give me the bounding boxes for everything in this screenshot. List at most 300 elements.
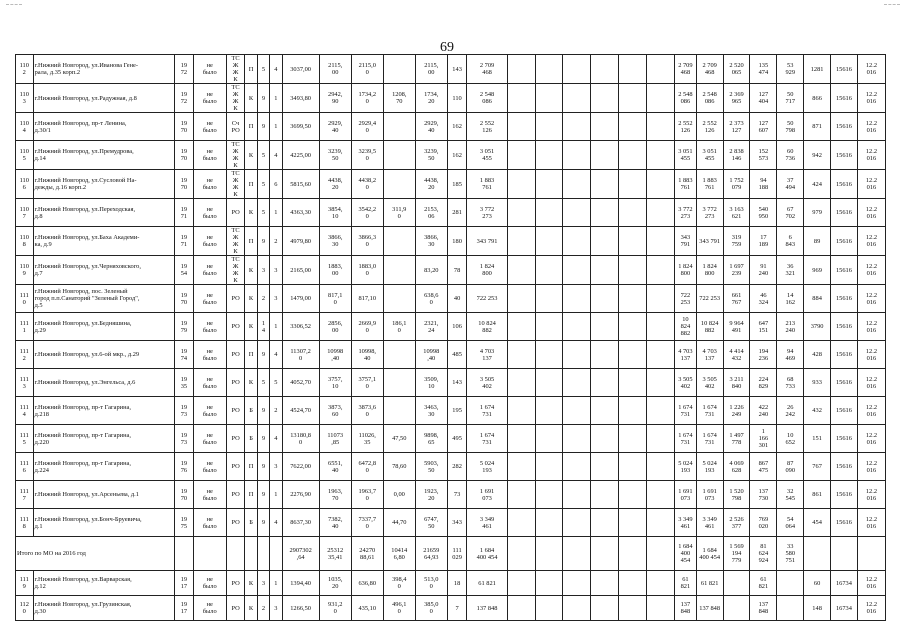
empty-cell [563,84,591,113]
cell-t: К [245,141,257,170]
total-label: Итого по МО на 2016 год [16,537,175,571]
cell-e1: 871 [804,113,831,141]
cell-e1: 148 [804,596,831,621]
cell-e1: 767 [804,453,831,481]
housing-table [15,54,886,621]
cell-a3: 817,10 [351,285,383,313]
cell-c2: 2 709 468 [467,55,507,84]
cell-e: 1 [270,199,282,227]
cell-y: 19 71 [175,227,194,256]
cell-d2: 1 691 073 [696,481,723,509]
cell-c1: 185 [447,170,467,199]
cell-y: 19 17 [175,596,194,621]
empty-cell [591,425,619,453]
cell-a5: 513,0 0 [415,571,447,596]
cell-f: 5 [257,55,269,84]
cell-d3: 319 759 [723,227,750,256]
empty-cell [535,141,563,170]
cell-a5: 2321, 24 [415,313,447,341]
empty-cell [563,285,591,313]
cell-c2: 10 824 882 [467,313,507,341]
cell-c1: 495 [447,425,467,453]
cell-e1: 3790 [804,313,831,341]
cell-a5: 2115, 00 [415,55,447,84]
empty-cell [619,341,647,369]
cell-a3: 6472,8 0 [351,453,383,481]
cell-d3 [723,596,750,621]
cell-c2: 722 253 [467,285,507,313]
table-row [16,285,886,313]
empty-cell [507,55,535,84]
empty-cell [563,170,591,199]
cell-e2: 15616 [831,453,858,481]
cell-addr: г.Нижний Новгород, ул.Бедняшина, д.29 [33,313,175,341]
empty-cell [563,596,591,621]
empty-cell [647,509,675,537]
cell-y: 19 70 [175,170,194,199]
cell-c1: 485 [447,341,467,369]
cell-a3: 1883,0 0 [351,256,383,285]
cell-e: 5 [270,369,282,397]
cell-f: 2 [257,596,269,621]
cell-c2: 4 703 137 [467,341,507,369]
cell-a4 [383,341,415,369]
total-a3: 24270 88,61 [351,537,383,571]
cell-d2: 5 024 193 [696,453,723,481]
cell-d2: 3 349 461 [696,509,723,537]
cell-a2: 931,2 0 [319,596,351,621]
empty-cell [535,113,563,141]
cell-c2: 3 051 455 [467,141,507,170]
empty-cell [507,571,535,596]
cell-d1: 3 505 402 [675,369,697,397]
table-row [16,55,886,84]
cell-a5: 3239, 50 [415,141,447,170]
table-row [16,227,886,256]
cell-m: РО [226,453,245,481]
cell-a2: 11073 ,85 [319,425,351,453]
cell-d3 [723,571,750,596]
cell-t: П [245,113,257,141]
empty-cell [535,313,563,341]
cell-d4: 647 151 [750,313,777,341]
empty-cell [619,571,647,596]
cell-c2: 3 505 402 [467,369,507,397]
cell-a1: 4363,30 [282,199,319,227]
empty-cell [647,141,675,170]
cell-e1: 432 [804,397,831,425]
cell-e2: 15616 [831,341,858,369]
cell-b: не было [193,453,226,481]
total-c1: 111 029 [447,537,467,571]
cell-addr: г.Нижний Новгород, ул.Премудрова, д.14 [33,141,175,170]
cell-d5: 26 242 [777,397,804,425]
cell-d1: 5 024 193 [675,453,697,481]
cell-e3: 12.2 016 [857,256,885,285]
cell-f: 9 [257,425,269,453]
cell-a1: 1266,50 [282,596,319,621]
cell-a2: 7382, 40 [319,509,351,537]
cell-e3: 12.2 016 [857,113,885,141]
cell-a1: 5815,60 [282,170,319,199]
cell-addr: г.Нижний Новгород, ул.Иванова Генe- рала, д.35 корп.2 [33,55,175,84]
cell-a1: 4524,70 [282,397,319,425]
empty-cell [619,113,647,141]
empty-cell [591,256,619,285]
total-c2: 1 684 400 454 [467,537,507,571]
empty-cell [507,199,535,227]
total-a2: 25312 35,41 [319,537,351,571]
empty-cell [563,425,591,453]
empty-cell [507,453,535,481]
cell-d2: 722 253 [696,285,723,313]
empty-cell [535,341,563,369]
cell-d5 [777,571,804,596]
cell-f: 9 [257,397,269,425]
cell-d3: 1 520 798 [723,481,750,509]
cell-c1: 7 [447,596,467,621]
empty-cell [563,369,591,397]
cell-d1: 137 848 [675,596,697,621]
cell-a1: 11307,2 0 [282,341,319,369]
cell-a4 [383,113,415,141]
empty-cell [535,453,563,481]
cell-a1: 8637,30 [282,509,319,537]
empty-cell [647,481,675,509]
cell-a5: 1923, 20 [415,481,447,509]
cell-a3: 4438,2 0 [351,170,383,199]
cell-d1: 2 548 086 [675,84,697,113]
empty-cell [619,397,647,425]
cell-d3: 2 520 065 [723,55,750,84]
empty-cell [507,170,535,199]
cell-m: ТС Ж Ж К [226,141,245,170]
cell-y: 19 70 [175,113,194,141]
total-d4: 81 624 924 [750,537,777,571]
cell-d1: 2 709 468 [675,55,697,84]
cell-a4: 47,50 [383,425,415,453]
cell-c2: 1 883 761 [467,170,507,199]
cell-f: 2 [257,285,269,313]
cell-d5: 68 733 [777,369,804,397]
empty-cell [507,113,535,141]
table-row [16,84,886,113]
cell-a5: 3463, 30 [415,397,447,425]
cell-n: 111 1 [16,313,34,341]
cell-a3: 2669,9 0 [351,313,383,341]
cell-addr: г.Нижний Новгород, ул.Варварская, д.12 [33,571,175,596]
cell-c1: 180 [447,227,467,256]
cell-c2: 1 674 731 [467,425,507,453]
cell-y: 19 74 [175,341,194,369]
cell-y: 19 54 [175,256,194,285]
cell-a2: 817,1 0 [319,285,351,313]
empty-cell [507,369,535,397]
cell-d5: 87 090 [777,453,804,481]
cell-d5: 213 240 [777,313,804,341]
empty-cell [619,285,647,313]
empty-cell [535,596,563,621]
cell-a2: 3866, 30 [319,227,351,256]
empty-cell [619,55,647,84]
table-row [16,256,886,285]
cell-e3: 12.2 016 [857,453,885,481]
cell-e3: 12.2 016 [857,425,885,453]
cell-b: не было [193,227,226,256]
cell-a1: 7622,00 [282,453,319,481]
cell-d5: 94 469 [777,341,804,369]
cell-a5: 2929, 40 [415,113,447,141]
empty-cell [507,313,535,341]
cell-a1: 3493,80 [282,84,319,113]
cell-y: 19 35 [175,369,194,397]
cell-a1: 4052,70 [282,369,319,397]
page-number: 69 [440,40,454,55]
empty-cell [591,313,619,341]
cell-a2: 4438, 20 [319,170,351,199]
cell-a3: 636,80 [351,571,383,596]
cell-e2: 15616 [831,509,858,537]
cell-e: 1 [270,84,282,113]
cell-d2: 4 703 137 [696,341,723,369]
cell-y: 19 70 [175,481,194,509]
empty-cell [535,425,563,453]
empty-cell [507,341,535,369]
table-row [16,397,886,425]
cell-c2: 1 691 073 [467,481,507,509]
cell-a1: 1394,40 [282,571,319,596]
cell-c1: 143 [447,369,467,397]
empty-cell [591,537,619,571]
cell-d3: 1 697 239 [723,256,750,285]
cell-a5: 10998 ,40 [415,341,447,369]
cell-d3: 2 373 127 [723,113,750,141]
empty-cell [535,285,563,313]
cell-a2: 1035, 20 [319,571,351,596]
cell-a4 [383,141,415,170]
cell-t: К [245,84,257,113]
empty-cell [563,113,591,141]
cell-m: РО [226,313,245,341]
cell-m: РО [226,199,245,227]
cell-m: ТС Ж Ж К [226,170,245,199]
cell-d2: 137 848 [696,596,723,621]
cell-c2: 137 848 [467,596,507,621]
empty-cell [647,397,675,425]
cell-e2: 15616 [831,397,858,425]
cell-c2: 343 791 [467,227,507,256]
cell-f: 1 4 [257,313,269,341]
cell-e3: 12.2 016 [857,141,885,170]
empty-cell [563,397,591,425]
cell-e: 4 [270,509,282,537]
cell-e2: 16734 [831,571,858,596]
empty-cell [591,453,619,481]
cell-a4: 0,00 [383,481,415,509]
cell-a5: 385,0 0 [415,596,447,621]
cell-a2: 6551, 40 [319,453,351,481]
empty-cell [591,113,619,141]
empty-cell [647,256,675,285]
cell-n: 111 5 [16,425,34,453]
cell-d1: 10 824 882 [675,313,697,341]
empty-cell [563,199,591,227]
cell-c1: 162 [447,141,467,170]
cell-a1: 3306,52 [282,313,319,341]
total-d3: 1 569 194 779 [723,537,750,571]
cell-e: 4 [270,141,282,170]
cell-d5: 6 843 [777,227,804,256]
cell-y: 19 73 [175,397,194,425]
cell-e1: 424 [804,170,831,199]
cell-c1: 78 [447,256,467,285]
cell-a4 [383,369,415,397]
cell-d5: 67 702 [777,199,804,227]
empty-cell [563,453,591,481]
cell-e: 1 [270,313,282,341]
cell-n: 111 6 [16,453,34,481]
cell-addr: г.Нижний Новгород, ул.6-ой мкр., д.29 [33,341,175,369]
empty-cell [507,285,535,313]
cell-c1: 195 [447,397,467,425]
cell-n: 111 8 [16,509,34,537]
cell-n: 111 2 [16,341,34,369]
cell-a4: 78,60 [383,453,415,481]
cell-d5: 53 929 [777,55,804,84]
cell-c2: 2 548 086 [467,84,507,113]
cell-a5: 6747, 50 [415,509,447,537]
empty-cell [257,537,269,571]
empty-cell [619,313,647,341]
cell-d2: 61 821 [696,571,723,596]
cell-e1: 151 [804,425,831,453]
cell-e: 3 [270,596,282,621]
table-row [16,141,886,170]
cell-y: 19 17 [175,571,194,596]
empty-cell [647,170,675,199]
cell-a4: 311,9 0 [383,199,415,227]
cell-e3: 12.2 016 [857,170,885,199]
empty-cell [535,571,563,596]
empty-cell [507,537,535,571]
empty-cell [507,425,535,453]
cell-d1: 1 674 731 [675,425,697,453]
cell-d4: 422 240 [750,397,777,425]
cell-a2: 1883, 00 [319,256,351,285]
cell-a3: 3239,5 0 [351,141,383,170]
cell-e3: 12.2 016 [857,199,885,227]
cell-a3: 1963,7 0 [351,481,383,509]
cell-e1: 1281 [804,55,831,84]
cell-d2: 2 548 086 [696,84,723,113]
cell-f: 9 [257,84,269,113]
cell-a5: 9898, 65 [415,425,447,453]
empty-cell [591,84,619,113]
cell-m: ТС Ж Ж К [226,256,245,285]
cell-c1: 40 [447,285,467,313]
cell-d2: 1 883 761 [696,170,723,199]
empty-cell [647,537,675,571]
cell-e3: 12.2 016 [857,397,885,425]
table-row [16,313,886,341]
cell-a1: 13180,8 0 [282,425,319,453]
cell-n: 110 8 [16,227,34,256]
cell-f: 5 [257,199,269,227]
cell-t: П [245,170,257,199]
cell-a2: 3854, 10 [319,199,351,227]
cell-b: не было [193,170,226,199]
cell-e1: 979 [804,199,831,227]
empty-cell [647,199,675,227]
empty-cell [619,199,647,227]
cell-e2: 15616 [831,369,858,397]
cell-c1: 343 [447,509,467,537]
cell-y: 19 72 [175,55,194,84]
cell-a5: 5903, 50 [415,453,447,481]
cell-d4: 152 573 [750,141,777,170]
cell-a1: 3037,00 [282,55,319,84]
cell-c1: 18 [447,571,467,596]
empty-cell [507,84,535,113]
cell-c1: 162 [447,113,467,141]
table-row [16,596,886,621]
cell-d5: 50 717 [777,84,804,113]
cell-e: 4 [270,55,282,84]
cell-d5: 36 321 [777,256,804,285]
cell-c2: 3 349 461 [467,509,507,537]
cell-d4: 137 848 [750,596,777,621]
cell-f: 9 [257,227,269,256]
empty-cell [619,537,647,571]
cell-e2: 15616 [831,313,858,341]
cell-d4: 46 324 [750,285,777,313]
scan-mark-right [884,4,900,5]
cell-e3: 12.2 016 [857,313,885,341]
cell-f: 9 [257,453,269,481]
cell-b: не было [193,141,226,170]
empty-cell [563,341,591,369]
cell-e3: 12.2 016 [857,55,885,84]
cell-a5: 3509, 10 [415,369,447,397]
cell-d1: 61 821 [675,571,697,596]
cell-d1: 343 791 [675,227,697,256]
cell-a4 [383,256,415,285]
empty-cell [193,537,226,571]
cell-d1: 3 051 455 [675,141,697,170]
cell-d2: 3 505 402 [696,369,723,397]
cell-d5: 60 736 [777,141,804,170]
cell-b: не было [193,256,226,285]
cell-c2: 61 821 [467,571,507,596]
cell-t: Б [245,509,257,537]
cell-n: 110 2 [16,55,34,84]
cell-y: 19 70 [175,141,194,170]
empty-cell [647,425,675,453]
cell-t: К [245,369,257,397]
cell-c1: 73 [447,481,467,509]
empty-cell [619,227,647,256]
empty-cell [563,537,591,571]
empty-cell [619,481,647,509]
cell-m: РО [226,425,245,453]
cell-d3: 3 211 840 [723,369,750,397]
cell-c2: 3 772 273 [467,199,507,227]
cell-d3: 1 226 249 [723,397,750,425]
cell-e3: 12.2 016 [857,84,885,113]
cell-a2: 2115, 00 [319,55,351,84]
cell-a3: 2929,4 0 [351,113,383,141]
cell-d3: 4 069 628 [723,453,750,481]
